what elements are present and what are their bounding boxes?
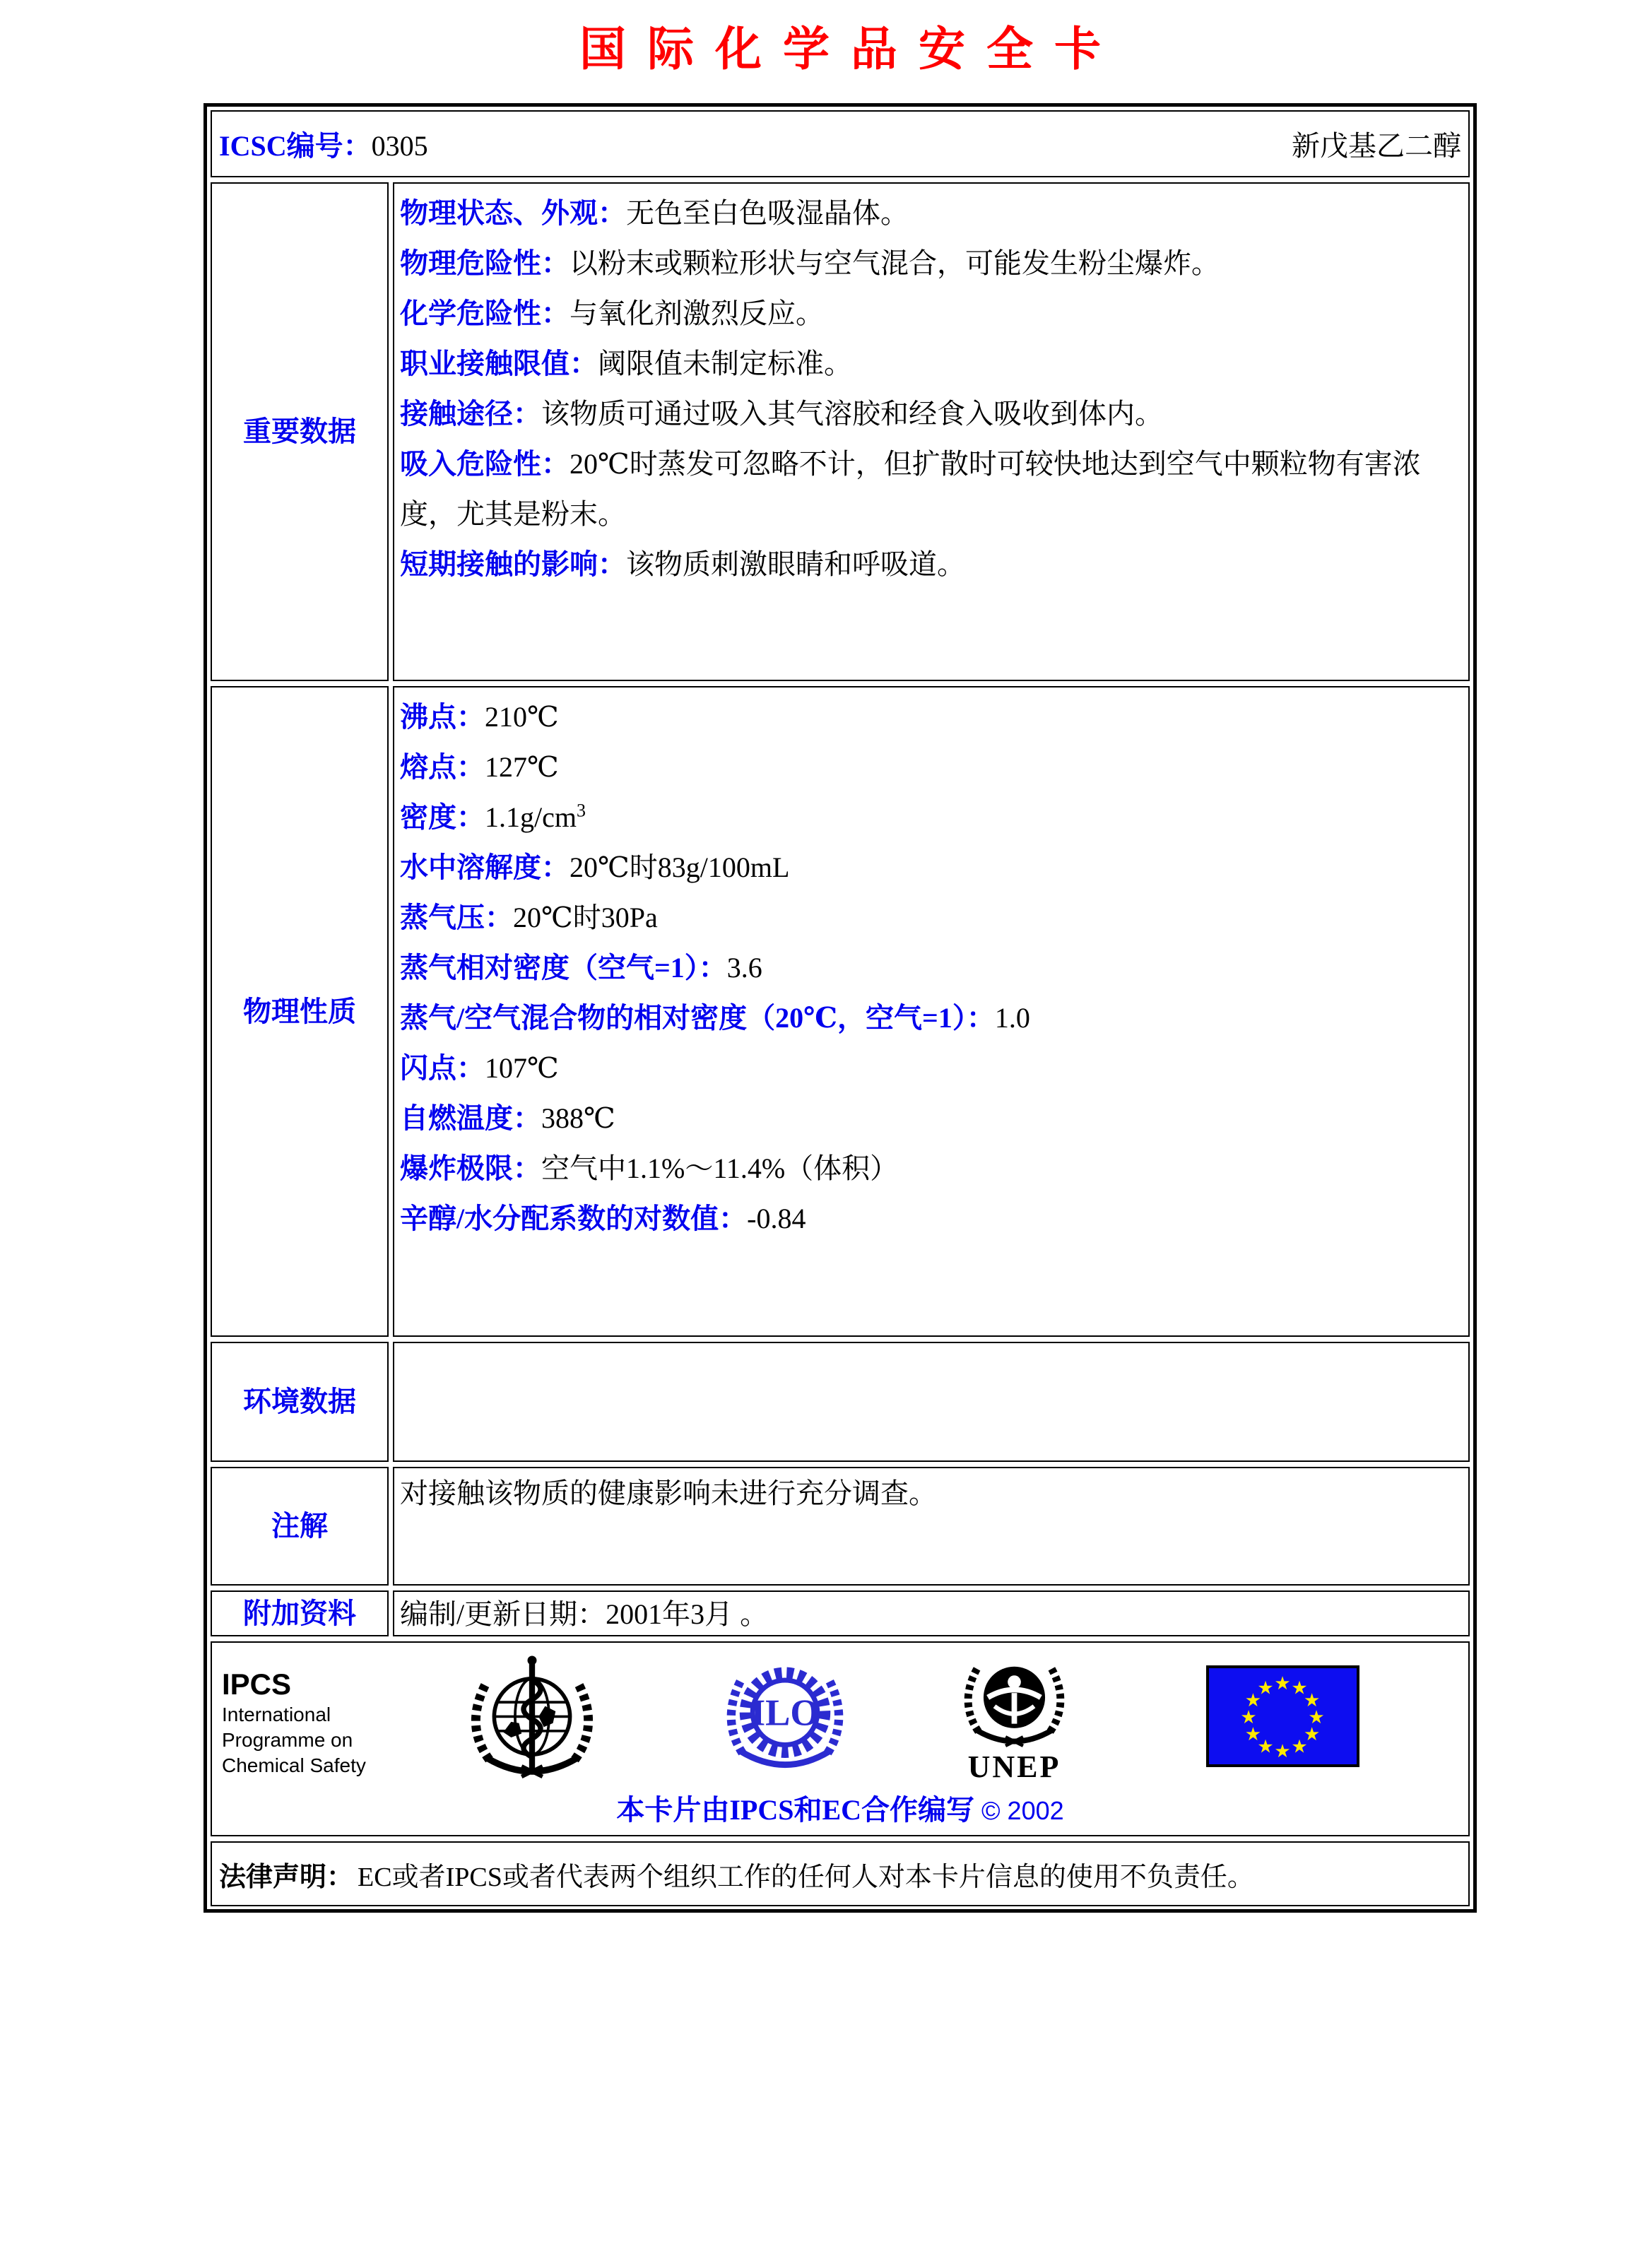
field-label: 吸入危险性：	[400, 448, 570, 480]
chemical-name: 新戊基乙二醇	[1292, 130, 1461, 162]
field-value: 20℃时蒸发可忽略不计，但扩散时可较快地达到空气中颗粒物有害浓度，尤其是粉末。	[400, 448, 1421, 530]
field-label: 闪点：	[400, 1052, 485, 1084]
phys-line-octanol-water-partition	[400, 1193, 1463, 1244]
svg-text:★: ★	[1274, 1741, 1291, 1762]
field-value: 以粉末或颗粒形状与空气混合，可能发生粉尘爆炸。	[570, 247, 1220, 279]
field-value: 阈限值未制定标准。	[598, 348, 852, 379]
field-label: 熔点：	[400, 751, 485, 783]
physical-properties-content	[393, 686, 1470, 1337]
field-label: 辛醇/水分配系数的对数值：	[400, 1203, 748, 1234]
phys-line-water-solubility	[400, 842, 1463, 892]
svg-text:ILO: ILO	[750, 1692, 820, 1734]
who-logo-icon	[466, 1651, 598, 1793]
legal-text: EC或者IPCS或者代表两个组织工作的任何人对本卡片信息的使用不负责任。	[358, 1862, 1254, 1892]
field-value: 空气中1.1%～11.4%（体积）	[541, 1152, 899, 1184]
phys-line-vapor-pressure	[400, 892, 1463, 943]
field-value: 388℃	[541, 1102, 615, 1134]
field-value: 与氧化剂激烈反应。	[570, 297, 824, 329]
svg-text:★: ★	[1303, 1724, 1321, 1745]
additional-info-text: 编制/更新日期：2001年3月 。	[400, 1598, 769, 1630]
ipcs-subtitle-line3: Chemical Safety	[222, 1754, 366, 1776]
additional-info-content	[393, 1590, 1470, 1636]
field-value: 20℃时30Pa	[513, 902, 658, 933]
notes-row	[211, 1467, 1470, 1586]
phys-line-density	[400, 792, 1463, 842]
environmental-data-text	[394, 1343, 1468, 1349]
eu-flag-icon	[1206, 1665, 1359, 1771]
important-line-physical-hazard	[400, 238, 1463, 288]
field-label: 蒸气/空气混合物的相对密度（20℃，空气=1）：	[400, 1002, 995, 1034]
svg-text:★: ★	[1244, 1724, 1262, 1745]
field-value: 无色至白色吸湿晶体。	[626, 197, 909, 229]
row-label-additional-info: 附加资料	[211, 1590, 389, 1636]
phys-line-boiling-point	[400, 692, 1463, 742]
important-line-inhalation-risk	[400, 439, 1463, 539]
notes-text: 对接触该物质的健康影响未进行充分调查。	[400, 1477, 937, 1509]
field-label: 物理状态、外观：	[400, 197, 626, 229]
svg-text:★: ★	[1274, 1673, 1291, 1694]
field-label: 爆炸极限：	[400, 1152, 541, 1184]
field-label: 水中溶解度：	[400, 851, 570, 883]
header-row	[211, 110, 1470, 177]
legal-cell	[211, 1841, 1470, 1906]
field-value: 1.1g/cm	[485, 801, 577, 833]
caption-text: 本卡片由IPCS和EC合作编写	[616, 1794, 975, 1826]
phys-line-melting-point	[400, 742, 1463, 792]
svg-text:★: ★	[1244, 1690, 1262, 1711]
row-label-notes: 注解	[211, 1467, 389, 1586]
ipcs-text-block	[222, 1667, 366, 1778]
phys-line-flash-point	[400, 1043, 1463, 1093]
field-label: 职业接触限值：	[400, 348, 598, 379]
important-line-exposure-route	[400, 389, 1463, 439]
field-label: 短期接触的影响：	[400, 548, 626, 580]
field-value: 127℃	[485, 751, 559, 783]
svg-text:★: ★	[1257, 1736, 1274, 1758]
ipcs-title: IPCS	[222, 1667, 292, 1701]
important-line-exposure-limit	[400, 338, 1463, 389]
logos-cell	[211, 1641, 1470, 1836]
phys-line-vapor-air-mixture-density	[400, 993, 1463, 1043]
field-value-superscript: 3	[576, 800, 586, 821]
environmental-data-row	[211, 1342, 1470, 1462]
svg-text:★: ★	[1240, 1707, 1257, 1728]
phys-line-vapor-relative-density	[400, 943, 1463, 993]
physical-properties-row	[211, 686, 1470, 1337]
field-value: 210℃	[485, 701, 559, 733]
important-data-content	[393, 182, 1470, 681]
phys-line-explosive-limits	[400, 1143, 1463, 1193]
field-value: 107℃	[485, 1052, 559, 1084]
ipcs-subtitle-line2: Programme on	[222, 1729, 353, 1751]
icsc-number-label: ICSC编号：	[219, 130, 372, 162]
row-label-important-data: 重要数据	[211, 182, 389, 681]
field-value: 3.6	[726, 952, 762, 984]
svg-text:★: ★	[1308, 1707, 1325, 1728]
legal-label: 法律声明：	[219, 1862, 354, 1892]
page-title: 国际化学品安全卡	[579, 24, 1122, 76]
field-value: -0.84	[747, 1203, 806, 1234]
important-line-short-term-effects	[400, 539, 1463, 589]
svg-text:★: ★	[1291, 1677, 1308, 1699]
additional-info-row	[211, 1590, 1470, 1636]
phys-line-autoignition-temperature	[400, 1093, 1463, 1143]
icsc-number-value: 0305	[371, 130, 428, 162]
field-label: 接触途径：	[400, 398, 541, 430]
row-label-environmental-data: 环境数据	[211, 1342, 389, 1462]
ipcs-subtitle-line1: International	[222, 1704, 331, 1725]
unep-logo-icon	[959, 1651, 1070, 1783]
environmental-data-content	[393, 1342, 1470, 1462]
header-cell	[211, 110, 1470, 177]
svg-text:★: ★	[1303, 1690, 1321, 1711]
safety-card-table	[203, 103, 1477, 1913]
field-value: 1.0	[994, 1002, 1030, 1034]
field-label: 自燃温度：	[400, 1102, 541, 1134]
unep-label: UNEP	[967, 1749, 1061, 1784]
legal-row	[211, 1841, 1470, 1906]
ilo-logo-icon	[723, 1654, 847, 1782]
field-label: 蒸气相对密度（空气=1）：	[400, 952, 727, 984]
icsc-number	[219, 124, 428, 164]
field-value: 该物质刺激眼睛和呼吸道。	[626, 548, 965, 580]
notes-content	[393, 1467, 1470, 1586]
caption-copyright: © 2002	[981, 1796, 1064, 1825]
svg-text:★: ★	[1291, 1736, 1308, 1758]
field-label: 密度：	[400, 801, 485, 833]
field-label: 物理危险性：	[400, 247, 570, 279]
field-value: 该物质可通过吸入其气溶胶和经食入吸收到体内。	[541, 398, 1163, 430]
important-line-chemical-hazard	[400, 288, 1463, 338]
svg-text:★: ★	[1257, 1677, 1274, 1699]
important-data-row	[211, 182, 1470, 681]
cooperation-caption	[212, 1788, 1468, 1828]
field-label: 蒸气压：	[400, 902, 513, 933]
row-label-physical-properties: 物理性质	[211, 686, 389, 1337]
field-label: 化学危险性：	[400, 297, 570, 329]
field-value: 20℃时83g/100mL	[570, 851, 790, 883]
logos-row	[211, 1641, 1470, 1836]
important-line-physical-state	[400, 188, 1463, 238]
field-label: 沸点：	[400, 701, 485, 733]
